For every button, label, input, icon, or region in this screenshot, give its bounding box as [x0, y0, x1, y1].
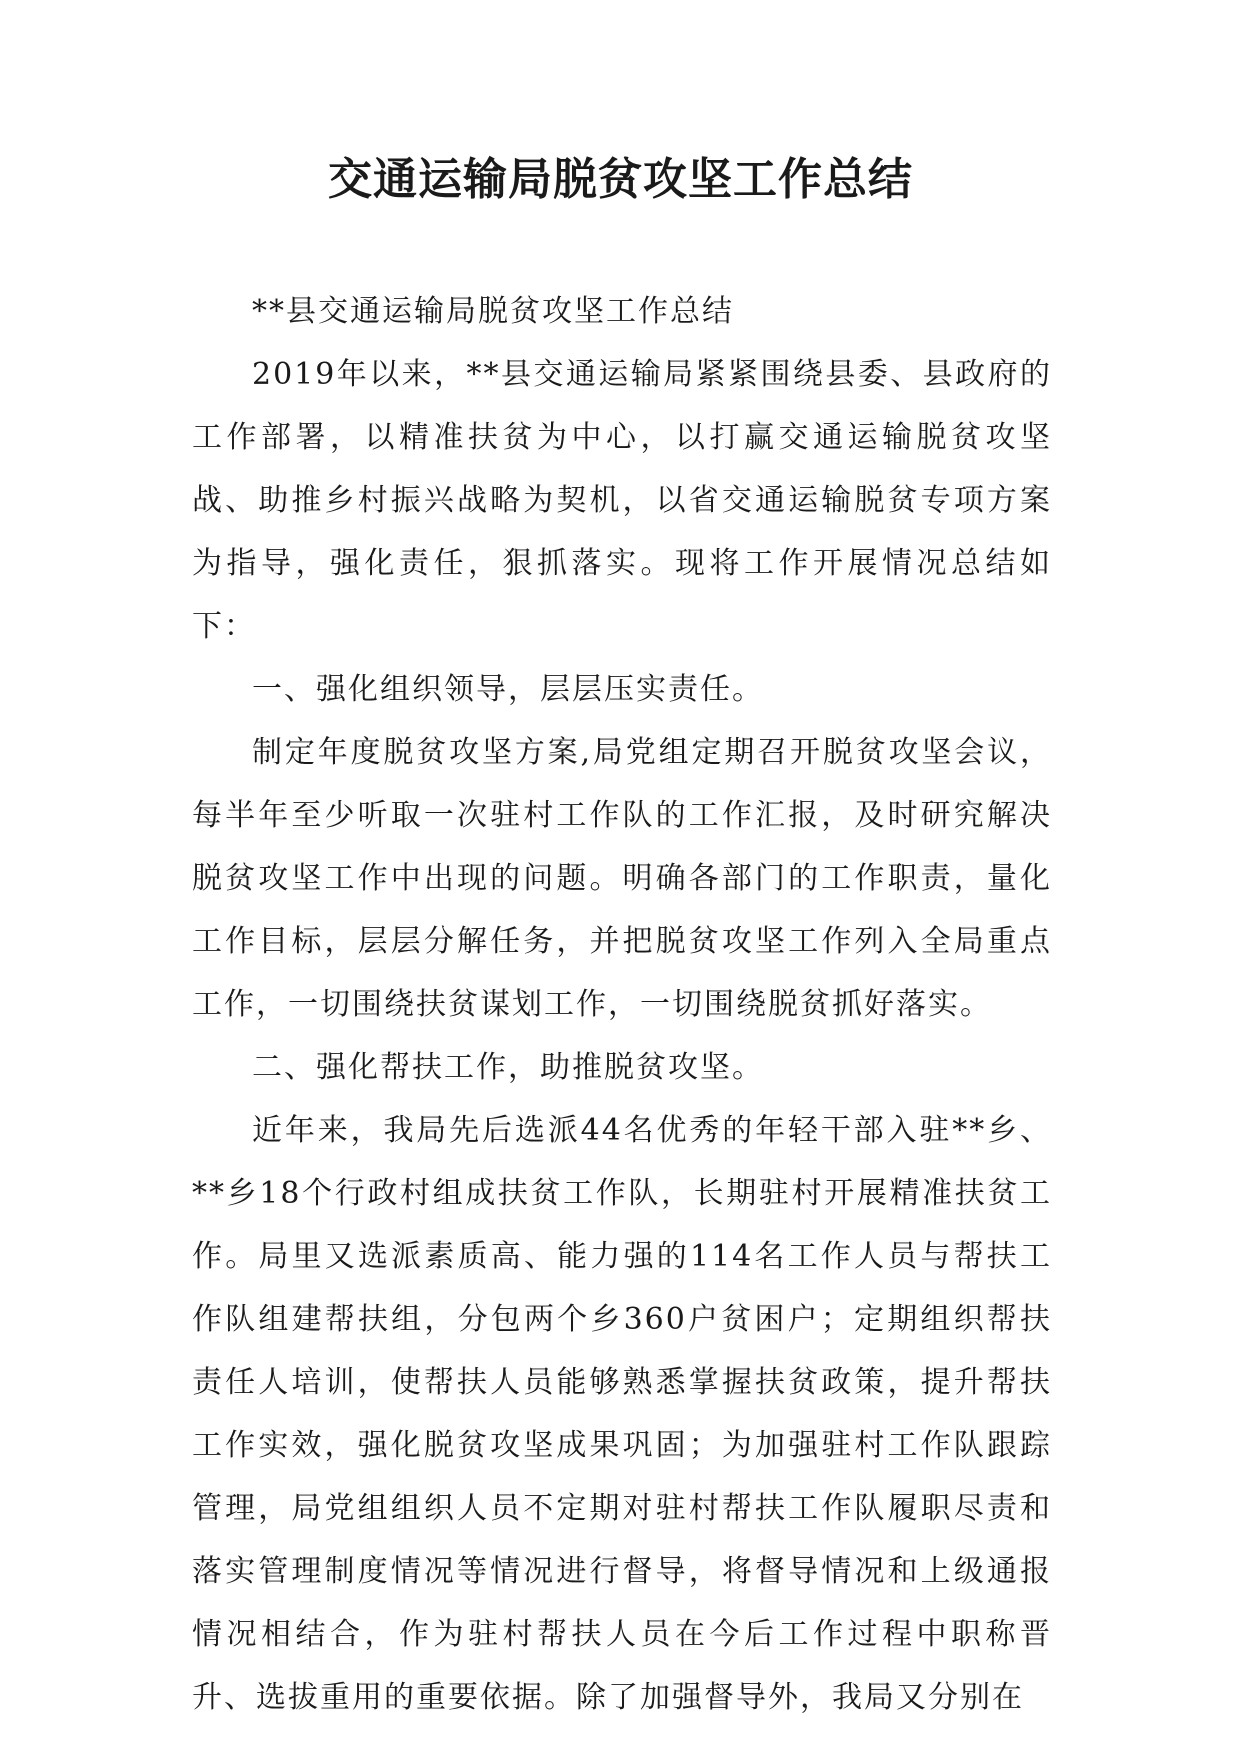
section-2-paragraph: 近年来，我局先后选派44名优秀的年轻干部入驻**乡、**乡18个行政村组成扶贫工作队，长期驻村开展精准扶贫工作。局里又选派素质高、能力强的114名工作人员与帮扶工作队组建帮扶组，分包两个乡360户贫困户；定期组织帮扶责任人培训，使帮扶人员能够熟悉掌握扶贫政策，提升帮扶工作实效，强化脱贫攻坚成果巩固；为加强驻村工作队跟踪管理，局党组组织人员不定期对驻村帮扶工作队履职尽责和落实管理制度情况等情况进行督导，将督导情况和上级通报情况相结合，作为驻村帮扶人员在今后工作过程中职称晋升、选拔重用的重要依据。除了加强督导外，我局又分别在 [192, 1113, 1052, 1715]
section-1-paragraph: 制定年度脱贫攻坚方案,局党组定期召开脱贫攻坚会议，每半年至少听取一次驻村工作队的工作汇报，及时研究解决脱贫攻坚工作中出现的问题。明确各部门的工作职责，量化工作目标，层层分解任务，并把脱贫攻坚工作列入全局重点工作，一切围绕扶贫谋划工作，一切围绕脱贫抓好落实。 [192, 735, 1052, 1022]
document-title: 交通运输局脱贫攻坚工作总结 [328, 154, 913, 205]
document-body [192, 280, 1052, 1729]
intro-paragraph: 2019年以来，**县交通运输局紧紧围绕县委、县政府的工作部署，以精准扶贫为中心，以打赢交通运输脱贫攻坚战、助推乡村振兴战略为契机，以省交通运输脱贫专项方案为指导，强化责任，狠抓落实。现将工作开展情况总结如下： [192, 357, 1052, 644]
section-heading-1: 一、强化组织领导，层层压实责任。 [252, 672, 764, 707]
subtitle-paragraph: **县交通运输局脱贫攻坚工作总结 [252, 294, 734, 329]
section-heading-2: 二、强化帮扶工作，助推脱贫攻坚。 [252, 1050, 764, 1085]
